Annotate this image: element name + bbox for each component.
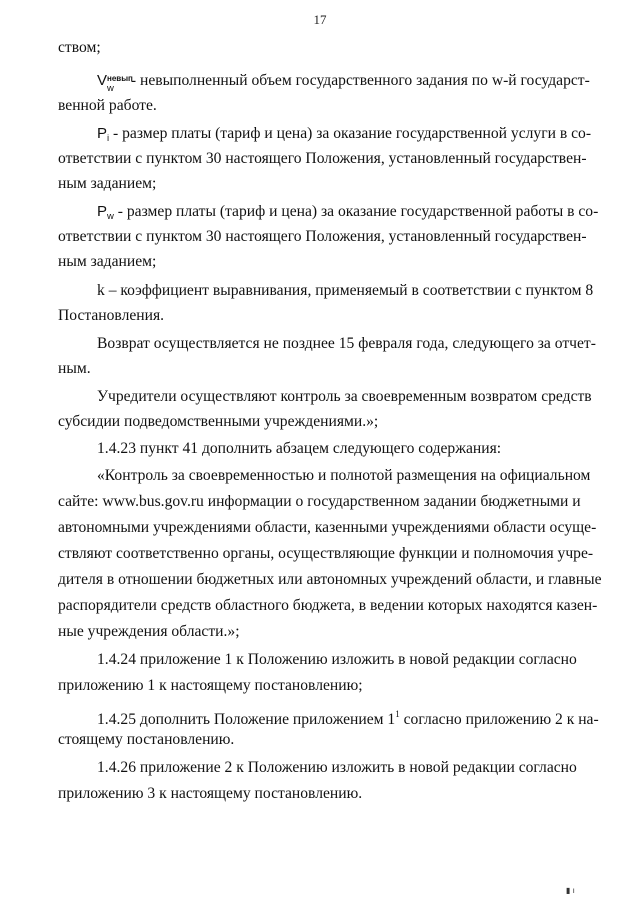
text-line: «Контроль за своевременностью и полнотой размещения на официальном bbox=[97, 467, 591, 484]
subscript-i: i bbox=[107, 133, 110, 144]
text-fragment: - невыполненный объем государственного задания по w-й государст- bbox=[127, 72, 590, 89]
scan-footer-mark: ▮ ı bbox=[566, 886, 575, 895]
formula-line-v-unfulfilled bbox=[97, 71, 590, 94]
subscript-w: w bbox=[107, 83, 114, 94]
text-line: 1.4.23 пункт 41 дополнить абзацем следующего содержания: bbox=[97, 440, 502, 457]
text-line: стоящему постановлению. bbox=[58, 731, 235, 748]
text-fragment: 1.4.25 дополнить Положение приложением 1 bbox=[97, 711, 396, 728]
superscript-1: 1 bbox=[395, 709, 400, 719]
formula-line-p-w bbox=[97, 202, 599, 227]
text-line: Учредители осуществляют контроль за своевременным возвратом средств bbox=[97, 388, 592, 405]
text-line: венной работе. bbox=[58, 97, 157, 114]
text-line-with-superscript bbox=[97, 704, 599, 730]
text-line: ствляют соответственно органы, осуществляющие функции и полномочия учре- bbox=[58, 545, 594, 562]
text-line: ством; bbox=[58, 39, 101, 56]
text-line: Постановления. bbox=[58, 307, 165, 324]
symbol-v: V bbox=[97, 72, 108, 89]
text-line: ным. bbox=[58, 360, 91, 377]
text-line: субсидии подведомственными учреждениями.»; bbox=[58, 413, 379, 430]
symbol-p: P bbox=[97, 203, 108, 220]
symbol-p: P bbox=[97, 125, 108, 142]
text-line: ответствии с пунктом 30 настоящего Положения, установленный государствен- bbox=[58, 150, 587, 167]
formula-line-p-i bbox=[97, 124, 592, 149]
page-number: 17 bbox=[313, 12, 327, 27]
text-line: приложению 1 к настоящему постановлению; bbox=[58, 677, 363, 694]
subscript-w: w bbox=[107, 211, 114, 222]
text-line: автономными учреждениями области, казенными учреждениями области осуще- bbox=[58, 519, 597, 536]
text-line: Возврат осуществляется не позднее 15 февраля года, следующего за отчет- bbox=[97, 335, 596, 352]
text-line: распорядители средств областного бюджета, в ведении которых находятся казен- bbox=[58, 597, 598, 614]
text-line: 1.4.26 приложение 2 к Положению изложить в новой редакции согласно bbox=[97, 759, 577, 776]
text-line: ответствии с пунктом 30 настоящего Положения, установленный государствен- bbox=[58, 228, 587, 245]
text-fragment: согласно приложению 2 к на- bbox=[399, 711, 599, 728]
text-line-with-url: сайте: www.bus.gov.ru информации о государственном задании бюджетными и bbox=[58, 493, 581, 510]
text-line: ным заданием; bbox=[58, 175, 157, 192]
text-line: 1.4.24 приложение 1 к Положению изложить в новой редакции согласно bbox=[97, 651, 577, 668]
superscript-nevyp: невып bbox=[107, 74, 133, 83]
text-line: k – коэффициент выравнивания, применяемый в соответствии с пунктом 8 bbox=[97, 282, 594, 299]
text-line: дителя в отношении бюджетных или автономных учреждений области, и главные bbox=[58, 571, 602, 588]
text-line: ные учреждения области.»; bbox=[58, 623, 240, 640]
text-line: приложению 3 к настоящему постановлению. bbox=[58, 785, 363, 802]
text-fragment: - размер платы (тариф и цена) за оказание государственной услуги в со- bbox=[109, 125, 592, 142]
text-fragment: - размер платы (тариф и цена) за оказание государственной работы в со- bbox=[113, 203, 599, 220]
text-line: ным заданием; bbox=[58, 253, 157, 270]
